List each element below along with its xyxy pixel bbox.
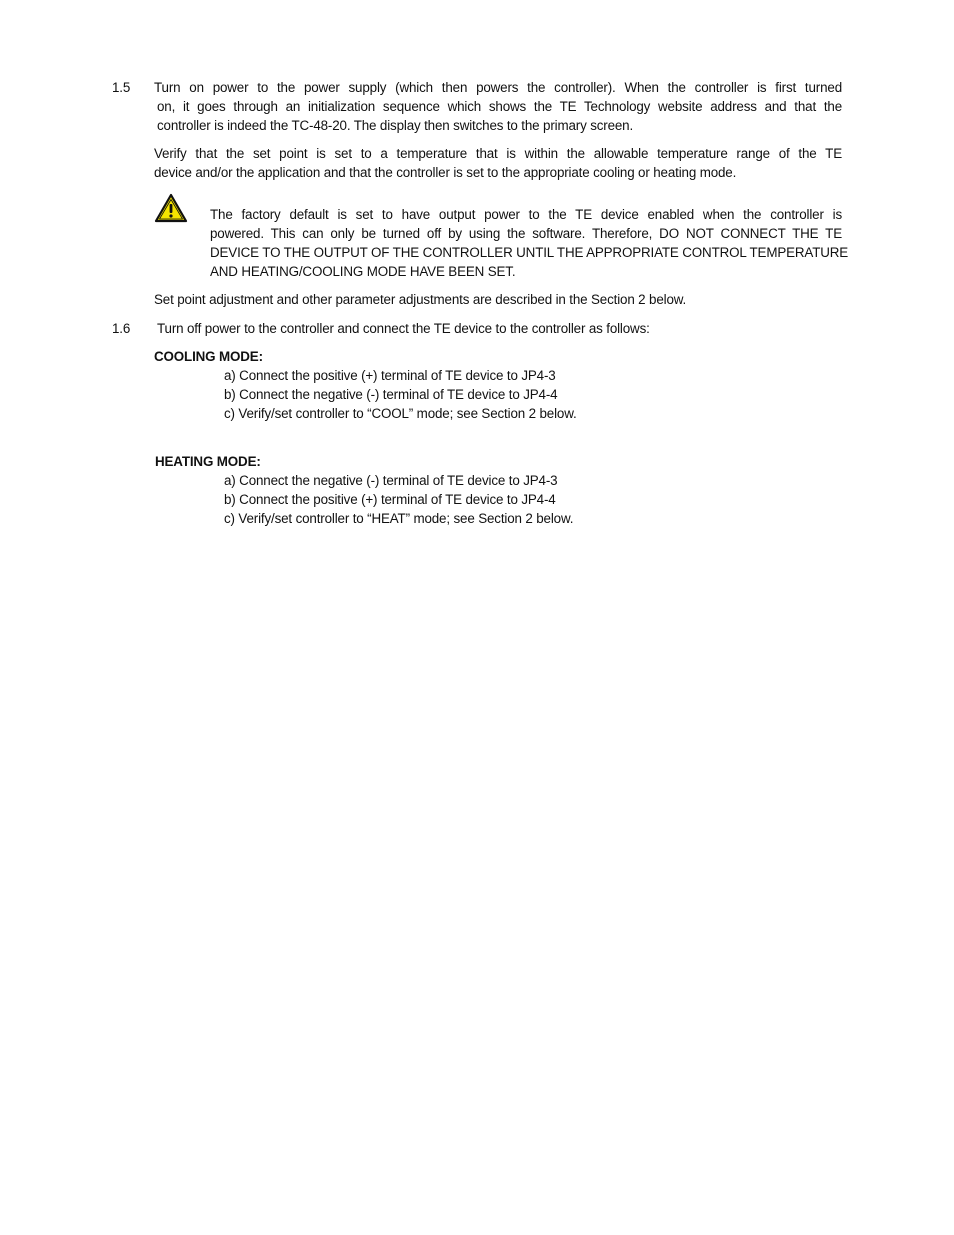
cooling-step-c: c) Verify/set controller to “COOL” mode; see Section 2 below. [224,406,577,421]
cooling-step-b: b) Connect the negative (-) terminal of TE device to JP4-4 [224,387,558,402]
cooling-step-a: a) Connect the positive (+) terminal of TE device to JP4-3 [224,368,556,383]
warning-triangle-icon [154,193,188,223]
cooling-mode-heading: COOLING MODE: [154,349,263,364]
section-number-1-6: 1.6 [112,321,131,336]
warning-line-2: powered. This can only be turned off by using the software. Therefore, DO NOT CONNECT THE TE [210,226,842,241]
warning-line-4: AND HEATING/COOLING MODE HAVE BEEN SET. [210,264,516,279]
verify-paragraph-line-1: Verify that the set point is set to a temperature that is within the allowable temperature range of the TE [154,146,842,161]
section-1-5-line-3: controller is indeed the TC-48-20. The display then switches to the primary screen. [157,118,634,133]
section-number-1-5: 1.5 [112,80,131,95]
heating-step-b: b) Connect the positive (+) terminal of TE device to JP4-4 [224,492,556,507]
section-1-5-line-1: Turn on power to the power supply (which then powers the controller). When the controller is first turned [154,80,842,95]
verify-paragraph-line-2: device and/or the application and that the controller is set to the appropriate cooling or heating mode. [154,165,737,180]
warning-line-1: The factory default is set to have output power to the TE device enabled when the controller is [210,207,842,222]
heating-step-c: c) Verify/set controller to “HEAT” mode; see Section 2 below. [224,511,574,526]
section-1-6-intro: Turn off power to the controller and connect the TE device to the controller as follows: [157,321,650,336]
heating-mode-heading: HEATING MODE: [155,454,261,469]
heating-step-a: a) Connect the negative (-) terminal of TE device to JP4-3 [224,473,558,488]
section-1-5-line-2: on, it goes through an initialization sequence which shows the TE Technology website address and that the [157,99,842,114]
set-point-paragraph: Set point adjustment and other parameter adjustments are described in the Section 2 below. [154,292,687,307]
warning-line-3: DEVICE TO THE OUTPUT OF THE CONTROLLER UNTIL THE APPROPRIATE CONTROL TEMPERATURE [210,245,849,260]
